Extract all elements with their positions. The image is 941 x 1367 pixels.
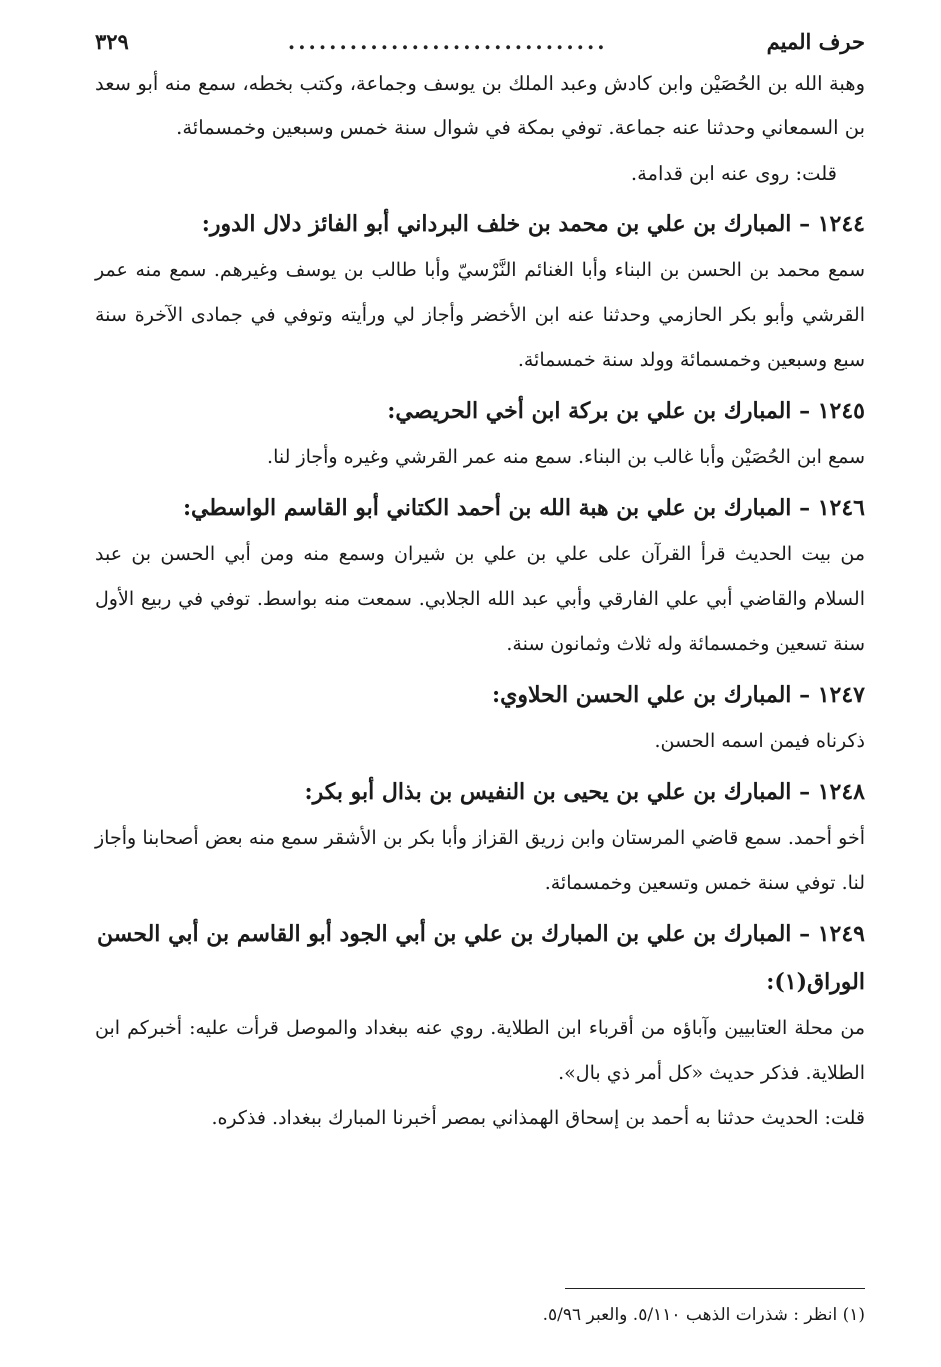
entry-title-1246: ١٢٤٦ – المبارك بن علي بن هبة الله بن أحمد الكتاني أبو القاسم الواسطي: (182, 495, 865, 521)
page-header (95, 20, 865, 62)
entry-body-1249: من محلة العتابيين وآباؤه من أقرباء ابن الطلاية. روي عنه ببغداد والموصل قرأت عليه: أخبركم ابن الطلاية. فذكر حديث «كل أمر ذي بال». (95, 1017, 865, 1084)
entry-body-1248: أخو أحمد. سمع قاضي المرستان وابن زريق القزاز وأبا بكر بن الأشقر سمع منه بعض أصحابنا وأجاز لنا. توفي سنة خمس وتسعين وخمسمائة. (95, 827, 865, 894)
entry-body-1246: من بيت الحديث قرأ القرآن على علي بن علي بن شيران وسمع منه ومن أبي الحسن بن عبد السلام والقاضي أبي علي الفارقي وأبي عبد الله الجلابي. سمعت منه بواسط. توفي في ربيع الأول سنة تسعين وخمسمائة وله ثلاث وثمانون سنة. (95, 543, 865, 655)
entry-title-1244: ١٢٤٤ – المبارك بن علي بن محمد بن خلف البرداني أبو الفائز دلال الدور: (201, 211, 865, 237)
entry-body-1247: ذكرناه فيمن اسمه الحسن. (654, 730, 865, 752)
chapter-title: حرف الميم (766, 28, 865, 54)
entry-body-1244: سمع محمد بن الحسن بن البناء وأبا الغنائم النَّرْسيّ وأبا طالب بن يوسف وغيرهم. سمع منه عمر القرشي وأبو بكر الحازمي وحدثنا عنه ابن الأخضر وأجاز لي ورأيته وتوفي في جمادى الآخرة سنة سبع وسبعين وخمسمائة وولد سنة خمسمائة. (95, 259, 865, 371)
entry-title-1249: ١٢٤٩ – المبارك بن علي بن المبارك بن علي بن أبي الجود أبو القاسم بن أبي الحسن الوراق(١): (97, 921, 865, 995)
intro-note: قلت: روى عنه ابن قدامة. (630, 162, 837, 185)
footnote-divider (565, 1288, 865, 1289)
header-dots: ............................... (287, 28, 608, 54)
entry-title-1247: ١٢٤٧ – المبارك بن علي الحسن الحلاوي: (492, 682, 865, 708)
page-number: ٣٢٩ (95, 28, 129, 54)
closing-note: قلت: الحديث حدثنا به أحمد بن إسحاق الهمذاني بمصر أخبرنا المبارك ببغداد. فذكره. (211, 1107, 865, 1129)
entry-body-1245: سمع ابن الحُصَيْن وأبا غالب بن البناء. سمع منه عمر القرشي وغيره وأجاز لنا. (267, 446, 865, 468)
footnote: (١) انظر : شذرات الذهب ٥/١١٠. والعبر ٥/٩٦. (542, 1305, 865, 1325)
intro-paragraph: وهبة الله بن الحُصَيْن وابن كادش وعبد الملك بن يوسف وجماعة، وكتب بخطه، سمع منه أبو سعد بن السمعاني وحدثنا عنه جماعة. توفي بمكة في شوال سنة خمس وسبعين وخمسمائة. (95, 72, 865, 139)
entry-title-1245: ١٢٤٥ – المبارك بن علي بن بركة ابن أخي الحريصي: (387, 398, 865, 424)
entry-title-1248: ١٢٤٨ – المبارك بن علي بن يحيى بن النفيس بن بذال أبو بكر: (304, 779, 865, 805)
book-page (95, 20, 865, 1350)
